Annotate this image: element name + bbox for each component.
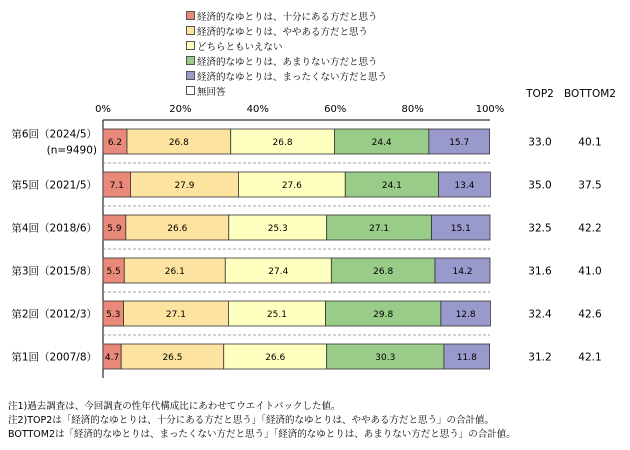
data-label: 25.1 <box>266 310 287 320</box>
data-label: 26.6 <box>167 224 188 234</box>
data-label: 6.2 <box>107 138 123 148</box>
data-label: 27.1 <box>165 310 186 320</box>
bottom2-value: 42.2 <box>578 222 602 235</box>
data-label: 26.8 <box>373 267 394 277</box>
bottom2-value: 42.1 <box>578 351 602 364</box>
legend-label: 経済的なゆとりは、十分にある方だと思う <box>197 11 378 23</box>
legend-label: 無回答 <box>197 86 226 98</box>
bottom2-value: 41.0 <box>578 265 602 278</box>
data-label: 7.1 <box>109 181 124 191</box>
data-label: 27.9 <box>174 181 195 191</box>
x-tick-label: 0% <box>95 104 111 115</box>
top2-value: 31.6 <box>528 265 552 278</box>
data-label: 5.9 <box>107 224 122 234</box>
x-tick-label: 40% <box>246 104 269 115</box>
top2-value: 33.0 <box>528 136 552 149</box>
data-label: 27.6 <box>281 181 302 191</box>
category-label: 第6回（2024/5） <box>11 128 97 141</box>
data-label: 15.7 <box>449 138 470 148</box>
bottom2-value: 37.5 <box>578 179 602 192</box>
top2-value: 31.2 <box>528 351 552 364</box>
bottom2-value: 42.6 <box>578 308 602 321</box>
x-tick-label: 80% <box>401 104 424 115</box>
legend-label: どちらともいえない <box>197 41 283 53</box>
top2-value: 32.4 <box>528 308 552 321</box>
legend-label: 経済的なゆとりは、ややある方だと思う <box>197 26 369 38</box>
note-3: BOTTOM2は「経済的なゆとりは、まったくない方だと思う」「経済的なゆとりは、あまりない方だと思う」の合計値。 <box>8 429 516 440</box>
data-label: 24.1 <box>381 181 402 191</box>
x-tick-label: 60% <box>324 104 347 115</box>
note-1: 注1)過去調査は、今回調査の性年代構成比にあわせてウエイトバックした値。 <box>8 401 341 412</box>
data-label: 11.8 <box>456 353 477 363</box>
data-label: 4.7 <box>104 353 120 363</box>
top2-value: 35.0 <box>528 179 552 192</box>
x-tick-label: 100% <box>475 104 505 115</box>
data-label: 26.5 <box>162 353 183 363</box>
data-label: 26.8 <box>168 138 189 148</box>
data-label: 30.3 <box>375 353 396 363</box>
data-label: 26.6 <box>265 353 286 363</box>
data-label: 13.4 <box>454 181 475 191</box>
data-label: 5.5 <box>106 267 121 277</box>
data-label: 5.3 <box>106 310 121 320</box>
data-label: 27.1 <box>369 224 390 234</box>
category-label: 第4回（2018/6） <box>11 222 97 235</box>
data-label: 25.3 <box>267 224 288 234</box>
top2-header: TOP2 <box>526 88 554 100</box>
chart-notes <box>8 400 516 442</box>
legend-label: 経済的なゆとりは、あまりない方だと思う <box>197 56 378 68</box>
bottom2-value: 40.1 <box>578 136 602 149</box>
top2-value: 32.5 <box>528 222 552 235</box>
category-sublabel: (n=9490) <box>46 144 97 157</box>
data-label: 15.1 <box>450 224 471 234</box>
data-label: 26.8 <box>272 138 293 148</box>
data-label: 29.8 <box>373 310 394 320</box>
legend-label: 経済的なゆとりは、まったくない方だと思う <box>197 71 388 83</box>
data-label: 26.1 <box>164 267 185 277</box>
data-label: 14.2 <box>452 267 473 277</box>
category-label: 第3回（2015/8） <box>11 265 97 278</box>
data-label: 12.8 <box>455 310 476 320</box>
category-label: 第2回（2012/3） <box>11 308 97 321</box>
category-label: 第1回（2007/8） <box>11 351 97 364</box>
category-label: 第5回（2021/5） <box>11 179 97 192</box>
data-label: 27.4 <box>268 267 289 277</box>
note-2: 注2)TOP2は「経済的なゆとりは、十分にある方だと思う」「経済的なゆとりは、ややある方だと思う」の合計値。 <box>8 415 495 426</box>
data-label: 24.4 <box>371 138 392 148</box>
x-tick-label: 20% <box>169 104 192 115</box>
bottom2-header: BOTTOM2 <box>564 88 616 100</box>
